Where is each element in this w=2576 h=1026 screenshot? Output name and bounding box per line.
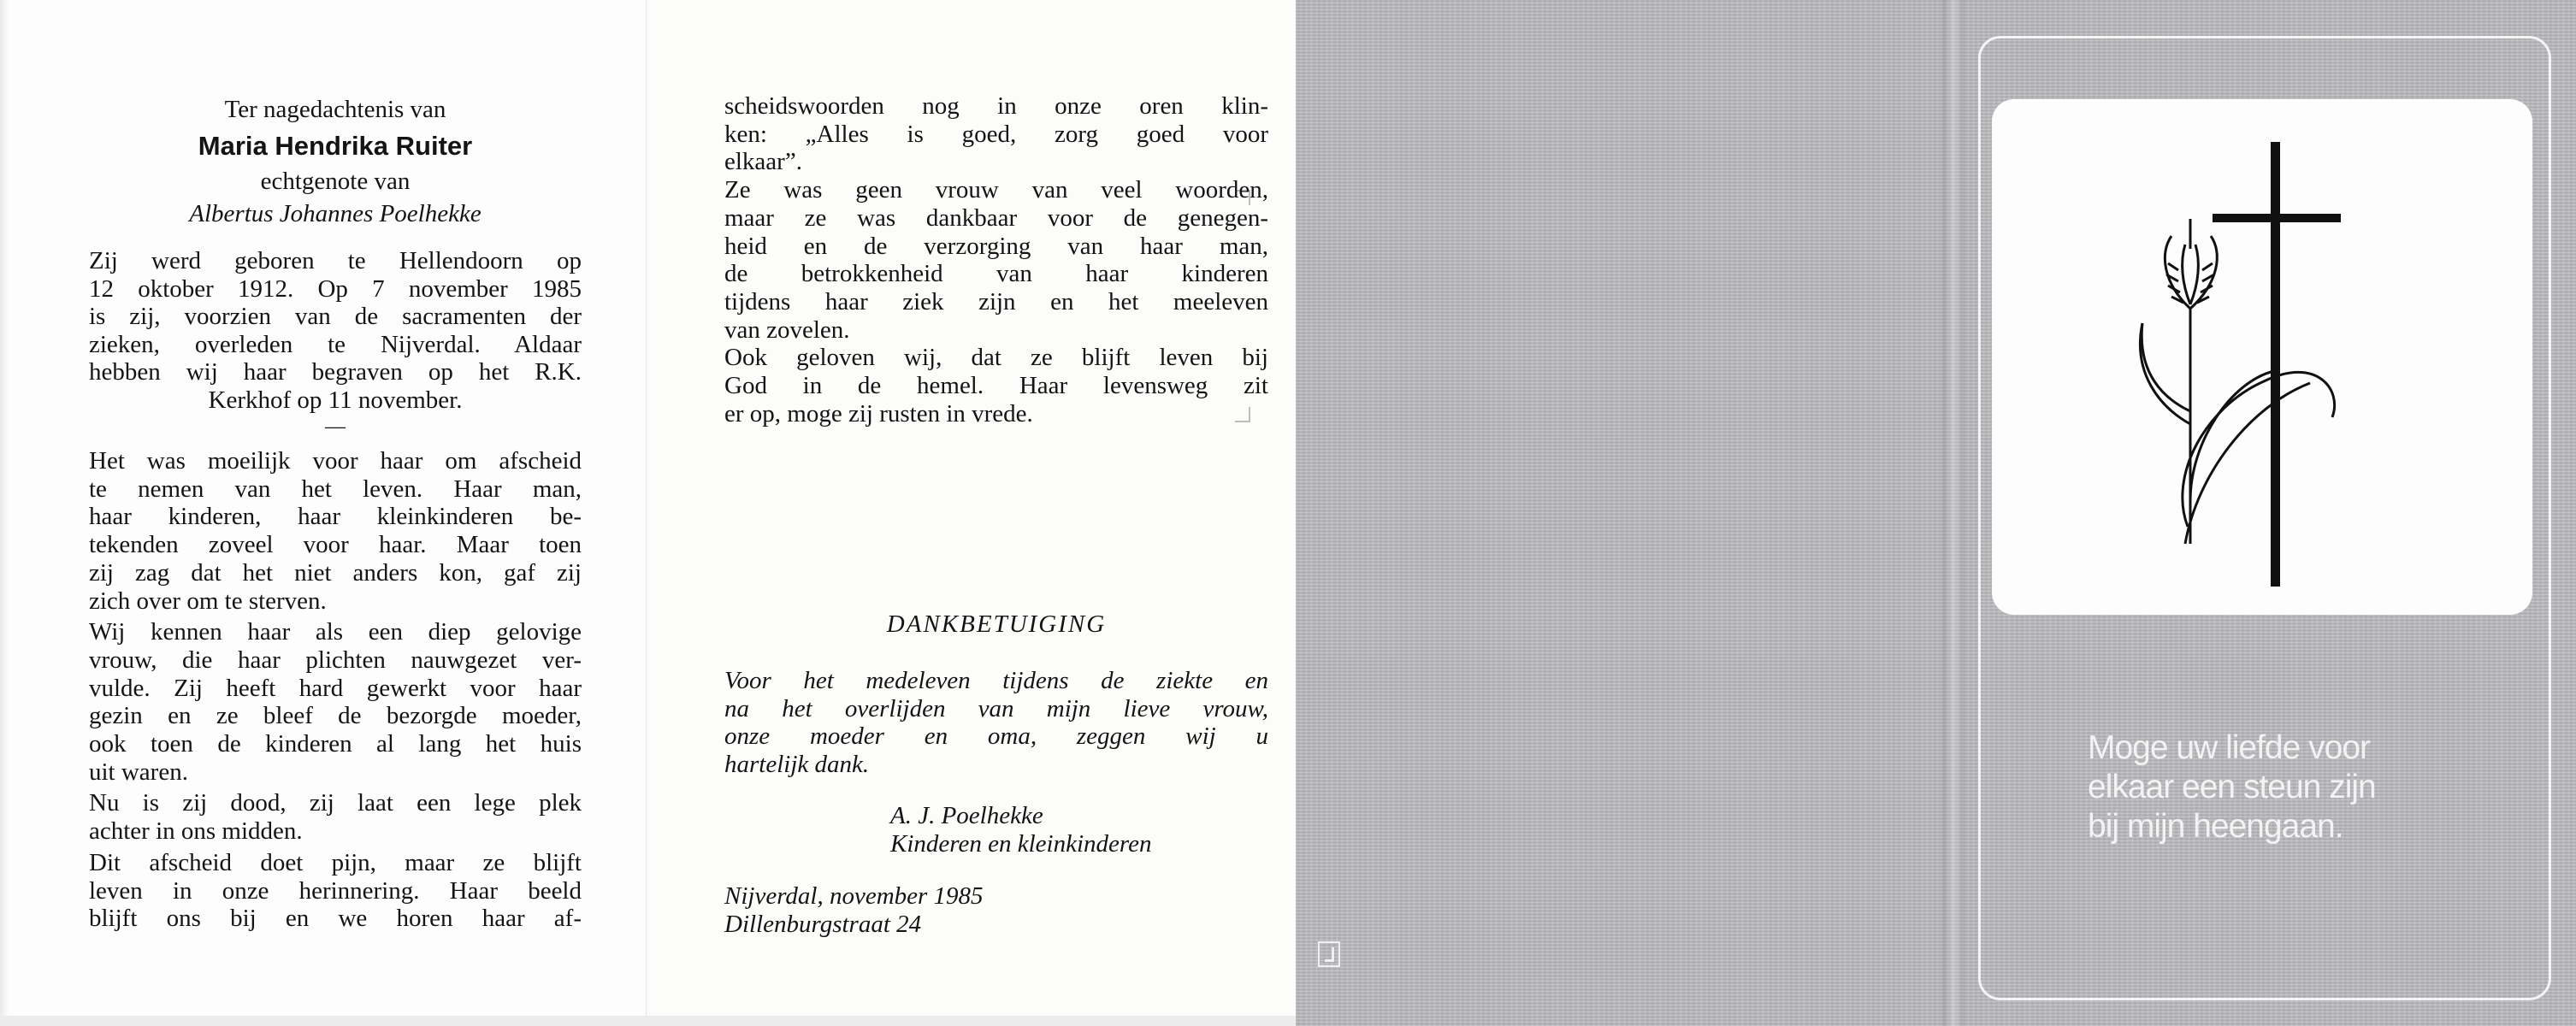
paragraph <box>89 447 582 615</box>
text-line: tekenden zoveel voor haar. Maar toen <box>89 531 582 559</box>
verse-line: Moge uw liefde voor <box>2088 729 2371 766</box>
cross-with-wheat-icon <box>1992 99 2532 615</box>
paragraph <box>89 618 582 786</box>
place-date: Nijverdal, november 1985 <box>724 882 984 910</box>
text-line: Zij werd geboren te Hellendoorn op <box>89 247 582 274</box>
signature <box>724 802 1268 858</box>
page-shadow <box>0 1016 1296 1026</box>
text-line: is zij, voorzien van de sacramenten der <box>89 303 582 330</box>
thanks-heading: DANKBETUIGING <box>886 610 1107 638</box>
text-line: Ook geloven wij, dat ze blijft leven bij <box>724 344 1268 372</box>
text-line: van zovelen. <box>724 315 850 344</box>
text-line: zich over om te sterven. <box>89 587 327 615</box>
text-line: vulde. Zij heeft hard gewerkt voor haar <box>89 674 582 702</box>
place-and-address <box>724 882 1268 939</box>
text-line: er op, moge zij rusten in vrede. <box>724 399 1033 428</box>
text-line: maar ze was dankbaar voor de genegen- <box>724 203 1268 232</box>
text-line: ook toen de kinderen al lang het huis <box>89 730 582 758</box>
text-line: God in de hemel. Haar levensweg zit <box>724 372 1268 400</box>
text-line: de betrokkenheid van haar kinderen <box>724 260 1268 288</box>
text-line: Nu is zij dood, zij laat een lege plek <box>89 789 582 817</box>
text-line: hartelijk dank. <box>724 750 870 778</box>
memorial-header <box>89 91 582 229</box>
text-line: zieken, overleden te Nijverdal. Aldaar <box>89 330 582 358</box>
text-line: na het overlijden van mijn lieve vrouw, <box>724 694 1268 722</box>
text-line: elkaar”. <box>724 148 802 176</box>
deceased-name: Maria Hendrika Ruiter <box>198 131 473 161</box>
publisher-logo-icon <box>1318 941 1373 970</box>
text-line: Voor het medeleven tijdens de ziekte en <box>724 667 1268 694</box>
card-cover <box>1296 0 2576 1026</box>
text-line: tijdens haar ziek zijn en het meeleven <box>724 287 1268 315</box>
text-line: scheidswoorden nog in onze oren klin- <box>724 92 1268 120</box>
memorial-intro: Ter nagedachtenis van <box>224 96 446 123</box>
text-line: te nemen van het leven. Haar man, <box>89 475 582 503</box>
cover-verse <box>2088 728 2447 846</box>
text-line: Wij kennen haar als een diep gelovige <box>89 618 582 646</box>
paragraph <box>724 344 1268 428</box>
tribute-text <box>89 447 582 933</box>
illustration-panel <box>1992 99 2532 615</box>
text-line: vrouw, die haar plichten nauwgezet ver- <box>89 646 582 674</box>
text-line: Kerkhof op 11 november. <box>208 386 463 414</box>
text-line: gezin en ze bleef de bezorgde moeder, <box>89 702 582 730</box>
section-divider: — <box>325 416 346 438</box>
biography <box>89 247 582 439</box>
verse-line: elkaar een steun zijn <box>2088 769 2376 805</box>
paragraph <box>89 849 582 933</box>
spouse-name: Albertus Johannes Poelhekke <box>189 200 482 227</box>
text-line: heid en de verzorging van haar man, <box>724 232 1268 260</box>
tribute-text-continued <box>724 92 1268 428</box>
inner-left-page <box>0 0 646 1026</box>
paragraph <box>89 789 582 845</box>
text-line: hebben wij haar begraven op het R.K. <box>89 358 582 386</box>
verse-line: bij mijn heengaan. <box>2088 808 2343 845</box>
signature-name: A. J. Poelhekke <box>890 802 1043 829</box>
text-line: Ze was geen vrouw van veel woorden, <box>724 176 1268 204</box>
text-line: Dit afscheid doet pijn, maar ze blijft <box>89 848 582 876</box>
text-line: leven in onze herinnering. Haar beeld <box>89 876 582 905</box>
spouse-intro: echtgenote van <box>260 168 411 195</box>
text-line: ken: „Alles is goed, zorg goed voor <box>724 120 1268 148</box>
text-line: Het was moeilijk voor haar om afscheid <box>89 447 582 475</box>
address: Dillenburgstraat 24 <box>724 911 922 938</box>
text-line: uit waren. <box>89 758 188 786</box>
text-line: 12 oktober 1912. Op 7 november 1985 <box>89 274 582 303</box>
paragraph <box>724 176 1268 344</box>
text-line: haar kinderen, haar kleinkinderen be- <box>89 503 582 531</box>
text-line: achter in ons midden. <box>89 817 303 846</box>
thanks-section <box>724 609 1268 939</box>
signature-family: Kinderen en kleinkinderen <box>890 830 1152 858</box>
card-fold <box>1942 0 1964 1026</box>
text-line: zij zag dat het niet anders kon, gaf zij <box>89 558 582 587</box>
paragraph <box>724 92 1268 176</box>
thanks-text <box>724 667 1268 778</box>
text-line: onze moeder en oma, zeggen wij u <box>724 722 1268 750</box>
text-line: blijft ons bij en we horen haar af- <box>89 905 582 933</box>
